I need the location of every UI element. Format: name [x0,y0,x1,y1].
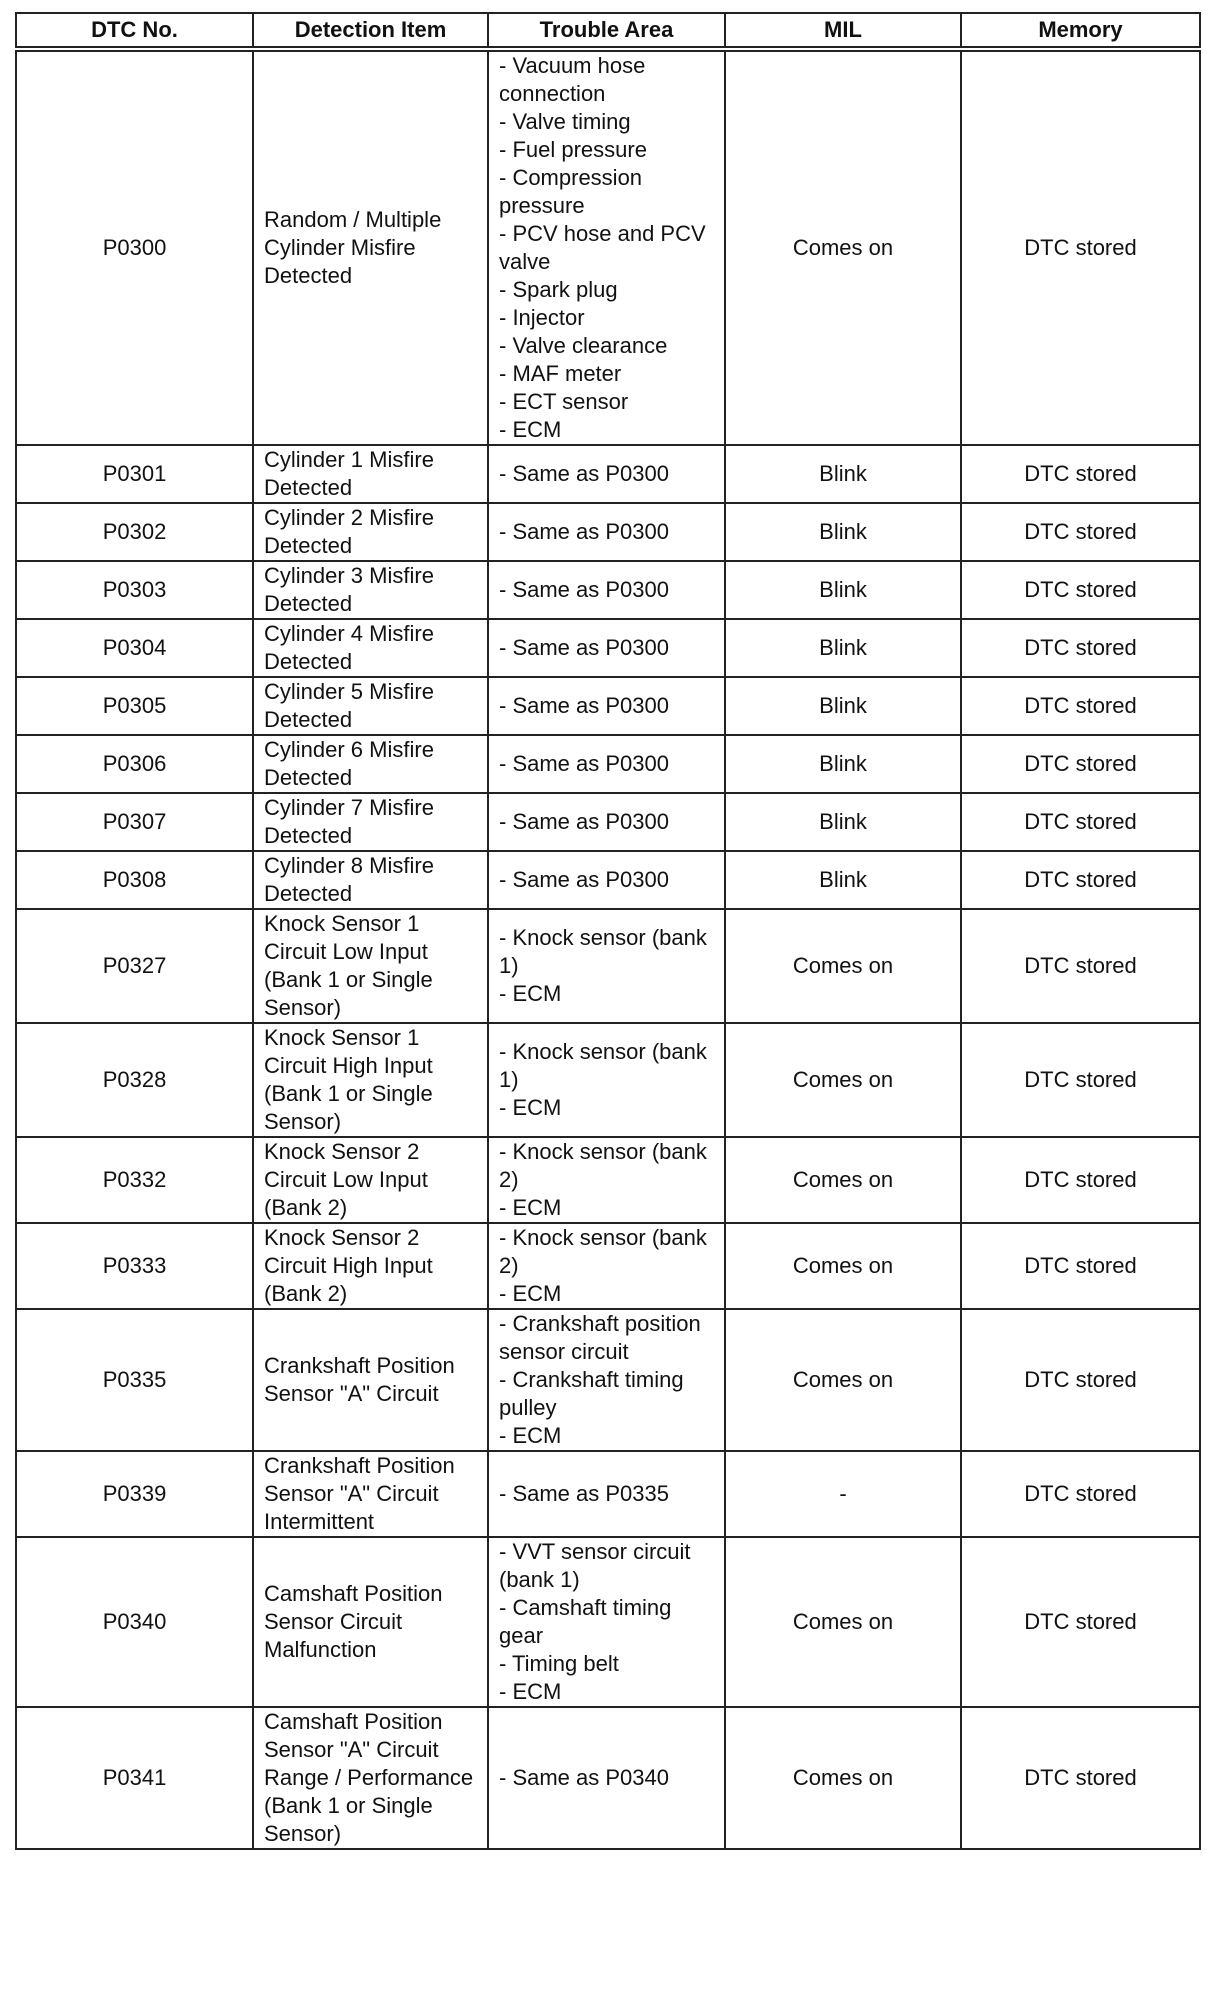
header-mil: MIL [725,13,961,49]
table-row [16,677,1200,735]
trouble-area-line: - Compression [499,165,643,190]
detection-item-line: (Bank 1 or Single [264,1793,433,1818]
dtc-no-cell: P0301 [16,445,253,503]
detection-item-line: Sensor) [264,1109,342,1134]
detection-item-line: (Bank 1 or Single [264,1081,433,1106]
trouble-area-line: - PCV hose and PCV [499,221,706,246]
trouble-area-line: 2) [499,1167,519,1192]
detection-item-line: (Bank 2) [264,1281,348,1306]
trouble-area-line: valve [499,249,551,274]
dtc-no-cell: P0304 [16,619,253,677]
mil-cell: Blink [725,619,961,677]
detection-item-line: Detected [264,263,353,288]
detection-item-line: Crankshaft Position [264,1453,455,1478]
trouble-area-line: - ECM [499,1423,562,1448]
trouble-area-cell [488,1023,725,1137]
trouble-area-line: - Same as P0300 [499,809,669,834]
memory-cell: DTC stored [961,1707,1200,1849]
detection-item-cell [253,1707,488,1849]
dtc-no-cell: P0335 [16,1309,253,1451]
detection-item-cell [253,1023,488,1137]
detection-item-cell [253,49,488,445]
mil-cell: Comes on [725,1023,961,1137]
detection-item-cell [253,677,488,735]
trouble-area-cell [488,1223,725,1309]
detection-item-line: Sensor Circuit [264,1609,403,1634]
trouble-area-line: - ECM [499,981,562,1006]
dtc-no-cell: P0303 [16,561,253,619]
detection-item-line: Knock Sensor 1 [264,1025,420,1050]
table-header [16,13,1200,49]
table-row [16,1451,1200,1537]
memory-cell: DTC stored [961,677,1200,735]
table-row [16,1023,1200,1137]
detection-item-cell [253,909,488,1023]
detection-item-line: Cylinder 4 Misfire [264,621,434,646]
table-row [16,619,1200,677]
trouble-area-line: - Same as P0300 [499,461,669,486]
detection-item-cell [253,1537,488,1707]
detection-item-line: Detected [264,649,353,674]
detection-item-line: Malfunction [264,1637,377,1662]
trouble-area-line: 1) [499,1067,519,1092]
header-detection-item: Detection Item [253,13,488,49]
trouble-area-line: pressure [499,193,585,218]
mil-cell: Comes on [725,909,961,1023]
table-row [16,49,1200,445]
header-dtc-no: DTC No. [16,13,253,49]
trouble-area-line: - ECM [499,1195,562,1220]
header-row [16,13,1200,49]
mil-cell: Blink [725,851,961,909]
table-row [16,1223,1200,1309]
trouble-area-line: - ECM [499,1095,562,1120]
trouble-area-cell [488,1309,725,1451]
dtc-no-cell: P0328 [16,1023,253,1137]
detection-item-line: Camshaft Position [264,1581,443,1606]
trouble-area-cell [488,1451,725,1537]
memory-cell: DTC stored [961,445,1200,503]
detection-item-line: Sensor "A" Circuit [264,1481,439,1506]
trouble-area-line: - Crankshaft timing [499,1367,684,1392]
memory-cell: DTC stored [961,735,1200,793]
detection-item-cell [253,735,488,793]
detection-item-line: Cylinder 8 Misfire [264,853,434,878]
detection-item-cell [253,851,488,909]
trouble-area-line: - Same as P0300 [499,693,669,718]
dtc-no-cell: P0327 [16,909,253,1023]
trouble-area-line: - Injector [499,305,585,330]
mil-cell: Blink [725,503,961,561]
detection-item-line: Knock Sensor 1 [264,911,420,936]
trouble-area-cell [488,445,725,503]
trouble-area-line: - Same as P0300 [499,577,669,602]
trouble-area-line: - ECT sensor [499,389,629,414]
dtc-no-cell: P0306 [16,735,253,793]
trouble-area-cell [488,793,725,851]
detection-item-line: Cylinder Misfire [264,235,416,260]
memory-cell: DTC stored [961,793,1200,851]
mil-cell: Blink [725,677,961,735]
detection-item-line: Knock Sensor 2 [264,1139,420,1164]
dtc-no-cell: P0300 [16,49,253,445]
trouble-area-line: - MAF meter [499,361,622,386]
trouble-area-cell [488,1707,725,1849]
table-row [16,1707,1200,1849]
trouble-area-line: - Same as P0300 [499,867,669,892]
trouble-area-line: connection [499,81,606,106]
table-row [16,1137,1200,1223]
trouble-area-line: - Timing belt [499,1651,619,1676]
trouble-area-line: - ECM [499,1679,562,1704]
trouble-area-cell [488,909,725,1023]
trouble-area-line: - Same as P0300 [499,519,669,544]
table-row [16,735,1200,793]
detection-item-line: Random / Multiple [264,207,442,232]
detection-item-line: Sensor "A" Circuit [264,1381,439,1406]
trouble-area-line: - Same as P0335 [499,1481,669,1506]
table-row [16,1537,1200,1707]
detection-item-line: Cylinder 1 Misfire [264,447,434,472]
detection-item-line: Cylinder 2 Misfire [264,505,434,530]
detection-item-line: Detected [264,591,353,616]
trouble-area-cell [488,851,725,909]
header-trouble-area: Trouble Area [488,13,725,49]
trouble-area-line: - Fuel pressure [499,137,647,162]
trouble-area-cell [488,1137,725,1223]
memory-cell: DTC stored [961,1023,1200,1137]
memory-cell: DTC stored [961,1223,1200,1309]
trouble-area-line: - Same as P0340 [499,1765,669,1790]
trouble-area-cell [488,619,725,677]
trouble-area-cell [488,561,725,619]
dtc-no-cell: P0340 [16,1537,253,1707]
memory-cell: DTC stored [961,909,1200,1023]
table-row [16,851,1200,909]
memory-cell: DTC stored [961,561,1200,619]
table-row [16,445,1200,503]
detection-item-cell [253,793,488,851]
trouble-area-line: - Camshaft timing [499,1595,672,1620]
trouble-area-line: - ECM [499,417,562,442]
dtc-no-cell: P0308 [16,851,253,909]
trouble-area-line: - Knock sensor (bank [499,1225,707,1250]
detection-item-cell [253,1223,488,1309]
trouble-area-line: - Knock sensor (bank [499,925,707,950]
detection-item-line: Circuit Low Input [264,1167,428,1192]
trouble-area-line: - Same as P0300 [499,635,669,660]
detection-item-line: Detected [264,823,353,848]
table-row [16,909,1200,1023]
dtc-no-cell: P0339 [16,1451,253,1537]
detection-item-line: Knock Sensor 2 [264,1225,420,1250]
trouble-area-line: - Knock sensor (bank [499,1139,707,1164]
detection-item-line: Sensor "A" Circuit [264,1737,439,1762]
mil-cell: Comes on [725,49,961,445]
trouble-area-line: gear [499,1623,544,1648]
dtc-no-cell: P0302 [16,503,253,561]
trouble-area-cell [488,49,725,445]
detection-item-line: (Bank 1 or Single [264,967,433,992]
trouble-area-cell [488,677,725,735]
trouble-area-cell [488,503,725,561]
detection-item-cell [253,445,488,503]
mil-cell: - [725,1451,961,1537]
detection-item-line: Cylinder 3 Misfire [264,563,434,588]
trouble-area-line: - Same as P0300 [499,751,669,776]
detection-item-cell [253,619,488,677]
memory-cell: DTC stored [961,1451,1200,1537]
detection-item-line: Circuit High Input [264,1253,433,1278]
detection-item-cell [253,1309,488,1451]
trouble-area-line: 2) [499,1253,519,1278]
trouble-area-line: - Valve timing [499,109,631,134]
trouble-area-line: - Vacuum hose [499,53,646,78]
trouble-area-line: - Crankshaft position [499,1311,701,1336]
detection-item-line: Sensor) [264,1821,342,1846]
trouble-area-cell [488,1537,725,1707]
detection-item-line: Cylinder 5 Misfire [264,679,434,704]
trouble-area-line: 1) [499,953,519,978]
detection-item-cell [253,503,488,561]
trouble-area-line: - Valve clearance [499,333,668,358]
memory-cell: DTC stored [961,503,1200,561]
memory-cell: DTC stored [961,49,1200,445]
detection-item-line: Detected [264,881,353,906]
mil-cell: Comes on [725,1137,961,1223]
mil-cell: Comes on [725,1309,961,1451]
trouble-area-line: - VVT sensor circuit [499,1539,691,1564]
detection-item-line: Cylinder 7 Misfire [264,795,434,820]
detection-item-line: Intermittent [264,1509,375,1534]
detection-item-line: Detected [264,707,353,732]
trouble-area-line: sensor circuit [499,1339,629,1364]
detection-item-line: Sensor) [264,995,342,1020]
mil-cell: Blink [725,793,961,851]
detection-item-line: Circuit Low Input [264,939,428,964]
dtc-no-cell: P0307 [16,793,253,851]
detection-item-line: Circuit High Input [264,1053,433,1078]
memory-cell: DTC stored [961,619,1200,677]
table-row [16,503,1200,561]
trouble-area-line: pulley [499,1395,557,1420]
trouble-area-line: (bank 1) [499,1567,580,1592]
detection-item-line: (Bank 2) [264,1195,348,1220]
mil-cell: Comes on [725,1707,961,1849]
table-row [16,1309,1200,1451]
detection-item-cell [253,1137,488,1223]
mil-cell: Comes on [725,1537,961,1707]
table-body [16,49,1200,1849]
dtc-no-cell: P0305 [16,677,253,735]
detection-item-line: Cylinder 6 Misfire [264,737,434,762]
dtc-no-cell: P0333 [16,1223,253,1309]
detection-item-line: Detected [264,533,353,558]
trouble-area-cell [488,735,725,793]
memory-cell: DTC stored [961,1537,1200,1707]
dtc-table [15,12,1201,1850]
trouble-area-line: - Spark plug [499,277,618,302]
trouble-area-line: - ECM [499,1281,562,1306]
detection-item-line: Range / Performance [264,1765,474,1790]
memory-cell: DTC stored [961,1309,1200,1451]
mil-cell: Blink [725,735,961,793]
trouble-area-line: - Knock sensor (bank [499,1039,707,1064]
dtc-no-cell: P0341 [16,1707,253,1849]
detection-item-line: Crankshaft Position [264,1353,455,1378]
detection-item-cell [253,561,488,619]
table-row [16,561,1200,619]
memory-cell: DTC stored [961,1137,1200,1223]
memory-cell: DTC stored [961,851,1200,909]
table-row [16,793,1200,851]
mil-cell: Blink [725,561,961,619]
detection-item-line: Detected [264,765,353,790]
mil-cell: Comes on [725,1223,961,1309]
mil-cell: Blink [725,445,961,503]
detection-item-line: Detected [264,475,353,500]
header-memory: Memory [961,13,1200,49]
dtc-no-cell: P0332 [16,1137,253,1223]
detection-item-cell [253,1451,488,1537]
detection-item-line: Camshaft Position [264,1709,443,1734]
